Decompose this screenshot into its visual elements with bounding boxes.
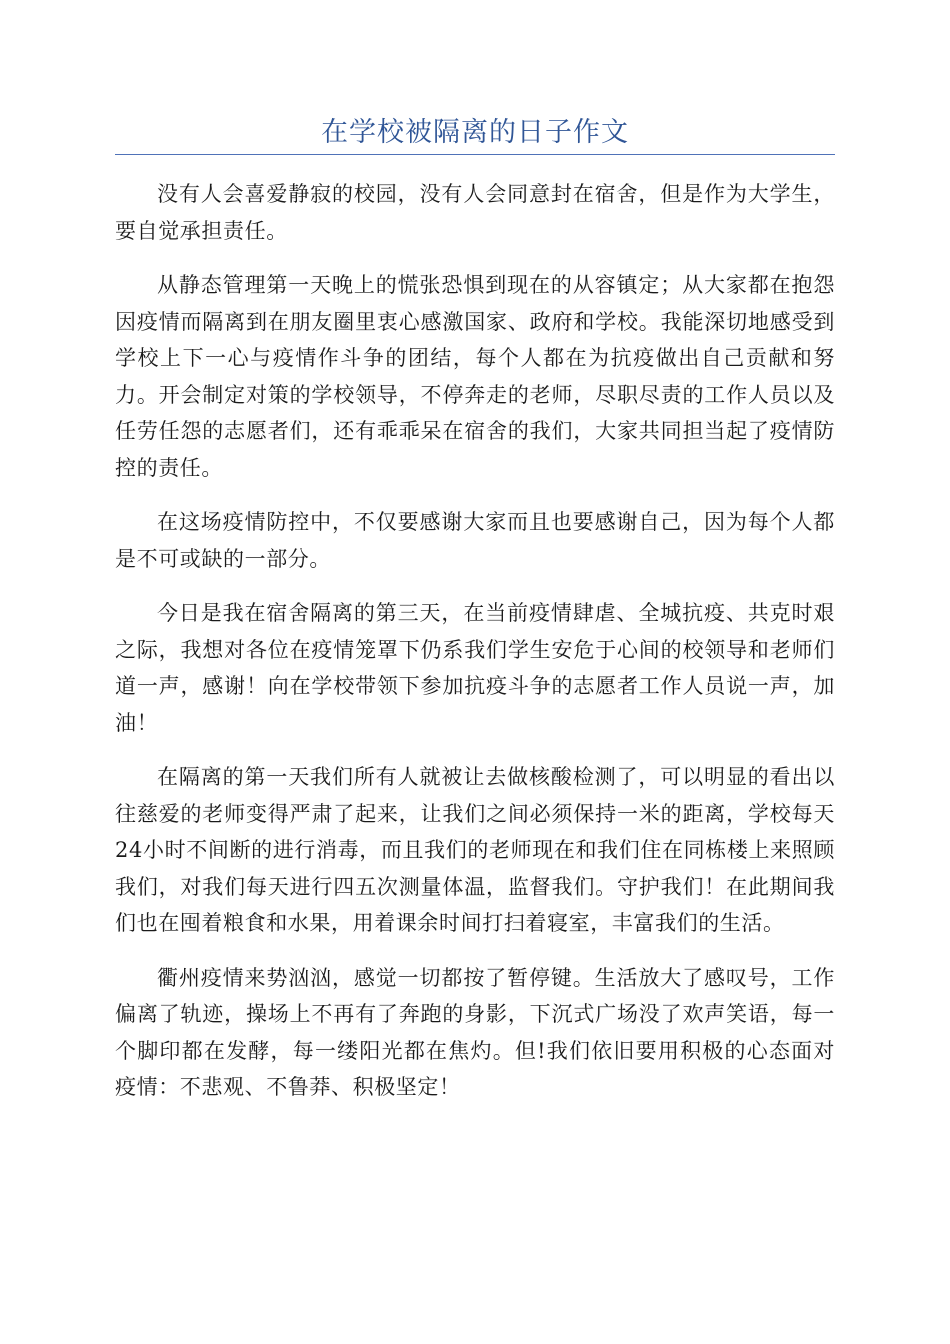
paragraph-3: 在这场疫情防控中，不仅要感谢大家而且也要感谢自己，因为每个人都是不可或缺的一部分。: [115, 510, 835, 571]
paragraph-4: 今日是我在宿舍隔离的第三天，在当前疫情肆虐、全城抗疫、共克时艰之际，我想对各位在疫情笼罩下仍系我们学生安危于心间的校领导和老师们道一声，感谢！向在学校带领下参加抗疫斗争的志愿者工作人员说一声，加油！: [115, 601, 835, 735]
paragraph-2: 从静态管理第一天晚上的慌张恐惧到现在的从容镇定；从大家都在抱怨因疫情而隔离到在朋友圈里衷心感激国家、政府和学校。我能深切地感受到学校上下一心与疫情作斗争的团结，每个人都在为抗疫做出自己贡献和努力。开会制定对策的学校领导，不停奔走的老师，尽职尽责的工作人员以及任劳任怨的志愿者们，还有乖乖呆在宿舍的我们，大家共同担当起了疫情防控的责任。: [115, 273, 835, 480]
document-body: [115, 176, 835, 1124]
title-underline-rule: [115, 154, 835, 155]
document-title: 在学校被隔离的日子作文: [321, 117, 629, 148]
paragraph-5: 在隔离的第一天我们所有人就被让去做核酸检测了，可以明显的看出以往慈爱的老师变得严肃了起来，让我们之间必须保持一米的距离，学校每天24小时不间断的进行消毒，而且我们的老师现在和我们住在同栋楼上来照顾我们，对我们每天进行四五次测量体温，监督我们。守护我们！在此期间我们也在囤着粮食和水果，用着课余时间打扫着寝室，丰富我们的生活。: [115, 765, 835, 935]
paragraph-6: 衢州疫情来势汹汹，感觉一切都按了暂停键。生活放大了感叹号，工作偏离了轨迹，操场上不再有了奔跑的身影，下沉式广场没了欢声笑语，每一个脚印都在发酵，每一缕阳光都在焦灼。但!我们依旧要用积极的心态面对疫情：不悲观、不鲁莽、积极坚定！: [115, 965, 835, 1099]
paragraph-1: 没有人会喜爱静寂的校园，没有人会同意封在宿舍，但是作为大学生，要自觉承担责任。: [115, 182, 835, 243]
